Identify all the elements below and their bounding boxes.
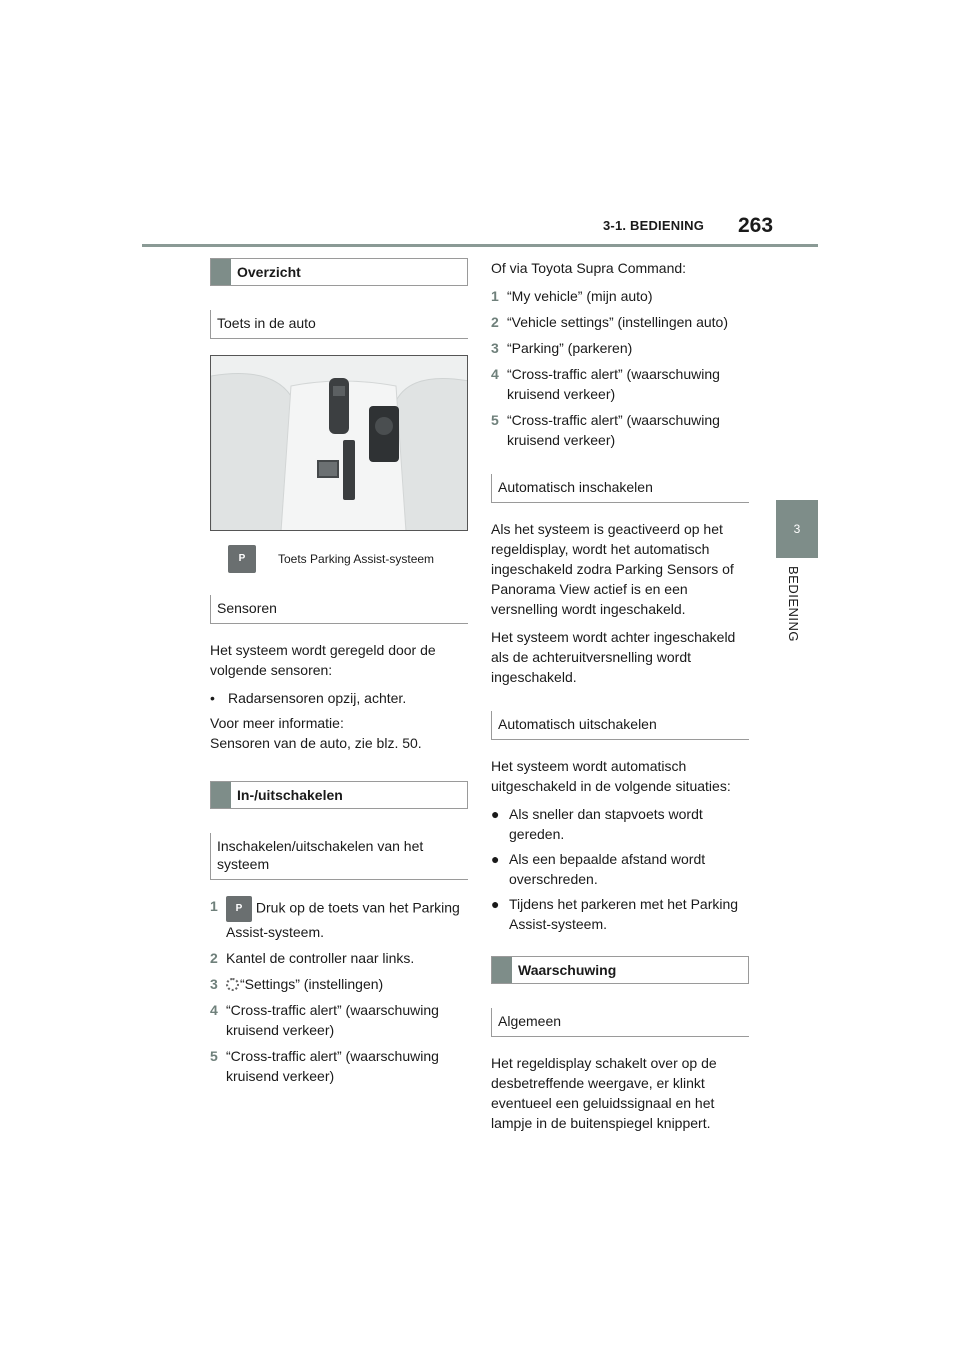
overview-heading: Overzicht xyxy=(210,258,468,286)
command-step: 5 “Cross-traffic alert” (waarschuwing kruisend verkeer) xyxy=(491,412,720,448)
command-step: 3 “Parking” (parkeren) xyxy=(491,340,633,356)
step-item: 2 Kantel de controller naar links. xyxy=(210,950,415,966)
console-photo xyxy=(210,355,468,531)
step-item: 5 “Cross-traffic alert” (waarschuwing kruisend verkeer) xyxy=(210,1048,439,1084)
auto-on-paragraph: Als het systeem is geactiveerd op het regeldisplay, wordt het automatisch ingeschakeld zodra Parking Sensors of Panorama View actief is en een versnelling wordt ingeschakeld. xyxy=(491,521,734,617)
onoff-subheading: Inschakelen/uitschakelen van het systeem xyxy=(210,833,468,880)
command-step: 2 “Vehicle settings” (instellingen auto) xyxy=(491,314,729,330)
gear-icon xyxy=(226,978,239,991)
chapter-tab: 3 xyxy=(776,500,818,558)
auto-on-subheading: Automatisch inschakelen xyxy=(491,474,749,503)
command-step: 1 “My vehicle” (mijn auto) xyxy=(491,288,653,304)
auto-off-bullet: ● Tijdens het parkeren met het Parking Assist-systeem. xyxy=(491,896,739,932)
page-number: 263 xyxy=(738,214,774,237)
general-paragraph: Het regeldisplay schakelt over op de desbetreffende weergave, er klinkt eventueel een geluidssignaal en het lampje in de buitenspiegel knippert. xyxy=(491,1055,717,1131)
step-item: 1 P Druk op de toets van het Parking Assist-systeem. xyxy=(210,898,460,940)
auto-off-subheading: Automatisch uitschakelen xyxy=(491,711,749,740)
general-subheading: Algemeen xyxy=(491,1008,749,1037)
parking-assist-icon: P xyxy=(226,896,252,922)
chapter-label: BEDIENING xyxy=(786,566,801,643)
sensors-subheading: Sensoren xyxy=(210,595,468,624)
console-illustration xyxy=(211,356,468,531)
parking-assist-icon: P xyxy=(228,545,256,573)
auto-on-paragraph-2: Het systeem wordt achter ingeschakeld als de achteruitversnelling wordt ingeschakeld. xyxy=(491,629,736,685)
more-info-label: Voor meer informatie: xyxy=(210,715,344,731)
figure-caption: P Toets Parking Assist-systeem xyxy=(228,545,468,573)
warning-heading: Waarschuwing xyxy=(491,956,749,984)
section-title: 3-1. BEDIENING xyxy=(603,218,705,233)
command-intro: Of via Toyota Supra Command: xyxy=(491,260,687,276)
more-info-reference[interactable]: Sensoren van de auto, zie blz. 50. xyxy=(210,735,422,751)
step-item: 4 “Cross-traffic alert” (waarschuwing kruisend verkeer) xyxy=(210,1002,439,1038)
auto-off-bullet: ● Als sneller dan stapvoets wordt gereden. xyxy=(491,806,703,842)
left-column xyxy=(210,258,468,1092)
command-step: 4 “Cross-traffic alert” (waarschuwing kruisend verkeer) xyxy=(491,366,720,402)
onoff-heading: In-/uitschakelen xyxy=(210,781,468,809)
sensors-bullet: • Radarsensoren opzij, achter. xyxy=(210,690,407,706)
right-column xyxy=(491,258,749,1141)
buttons-subheading: Toets in de auto xyxy=(210,310,468,339)
step-item: 3 “Settings” (instellingen) xyxy=(210,976,384,992)
auto-off-paragraph: Het systeem wordt automatisch uitgeschakeld in de volgende situaties: xyxy=(491,758,731,794)
sensors-paragraph: Het systeem wordt geregeld door de volgende sensoren: xyxy=(210,642,436,678)
auto-off-bullet: ● Als een bepaalde afstand wordt overschreden. xyxy=(491,851,706,887)
header-rule xyxy=(142,244,818,247)
